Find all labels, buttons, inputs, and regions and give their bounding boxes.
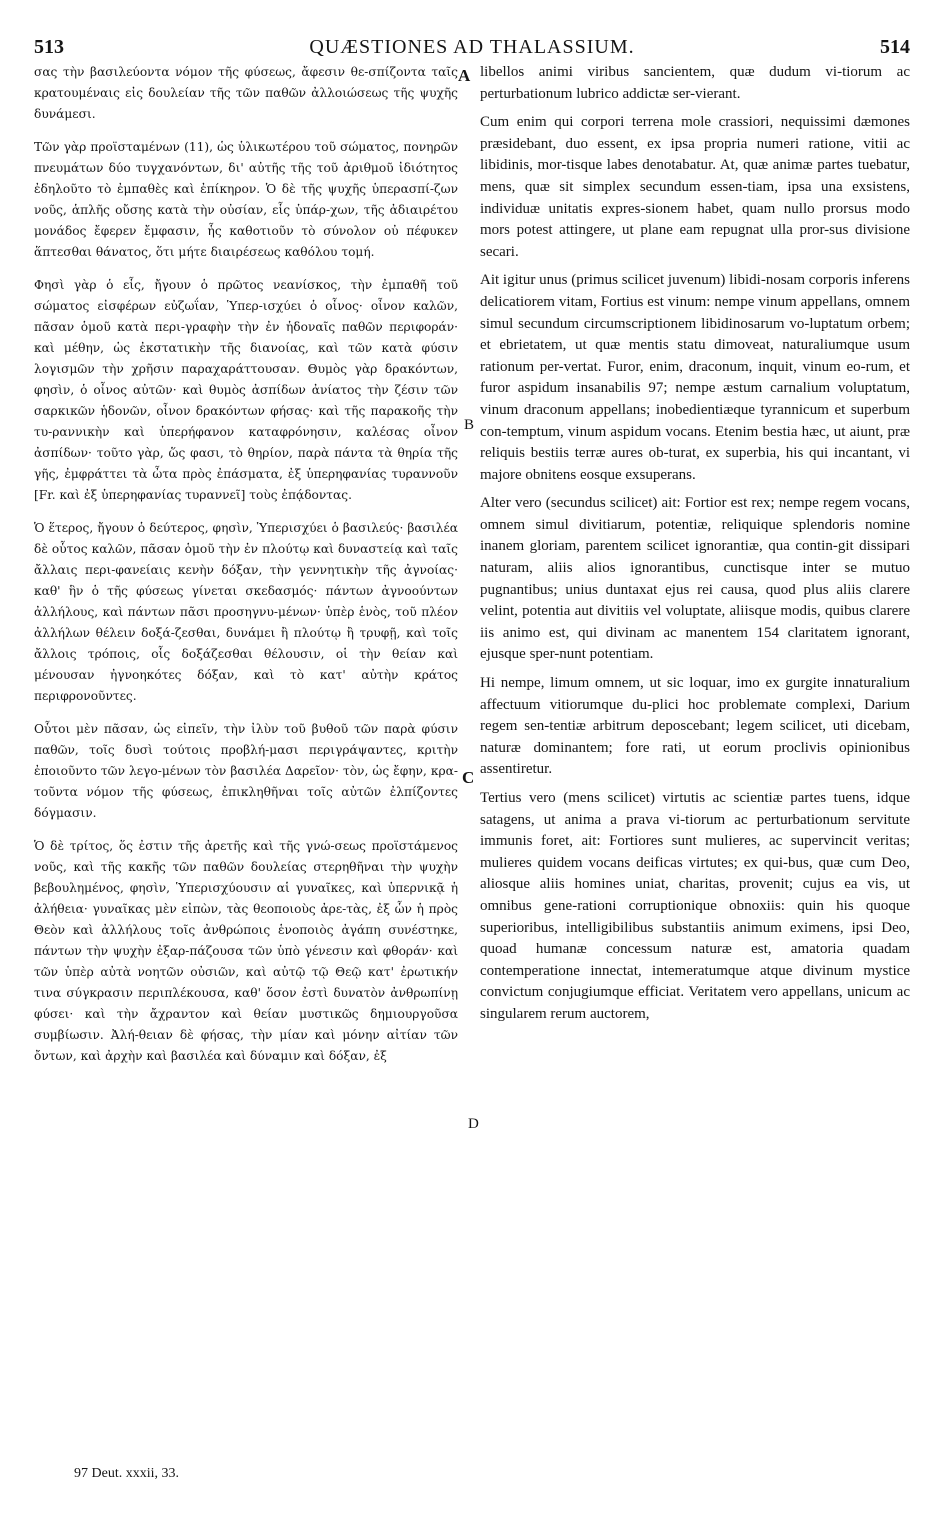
page-number-left: 513 [34,36,64,58]
margin-letter-a: A [458,66,471,85]
margin-letter-c: C [462,768,475,787]
margin-letter-d: D [468,1116,479,1132]
latin-column [480,62,910,1026]
latin-paragraph: Ait igitur unus (primus scilicet juvenum) libidi-nosam corporis inferens delicatiorem vitam, Fortius est vinum: nempe vinum appellans, omnem simul secundum circumscriptionem libidinosarum vo-luptatum orbem; et ebrietatem, ut quæ mentis statu dimoveat, naturaliumque usum rationum per-vertat. Furor, enim, draconum, inquit, vinum eo-rum, et furor aspidum insanabilis 97; nempe æstum carnalium voluptatum, vinum draconum appellans; inobedientiæque tyrannicum et superbum con-temptum, vinum aspidum vocans. Etenim bestia hæc, ut aiunt, præ reliquis bestiis terræ aures ob-turat, ex superbia, his qui incantant, vi majore obnitens eosque exsuperans. [480,272,910,483]
latin-paragraph: Tertius vero (mens scilicet) virtutis ac scientiæ partes tuens, idque satagens, ut anima a prava vi-tiorum ac perturbationum servitute immunis foret, ait: Fortiores sunt mulieres, ac supervincit veritas; mulieres quidem vocans deificas virtutes; ex qui-bus, quæ cum Deo, aliosque aliis homines uniat, charitas, provenit; cujus ea vis, ut omnibus gene-rationi corruptionique obnoxiis: quin his quoque superioribus, intelligibilibus substantiis animum eximens, ipsi Deo, quoad humanæ concessum naturæ est, amatoria quadam contemperatione innectat, intemeratumque atque divinum mystice convictum conjugiumque efficiat. Veritatem vero appellans, unicum ac singularem rerum auctorem, [480,790,910,1022]
running-title: QUÆSTIONES AD THALASSIUM. [309,36,635,58]
latin-paragraph: Alter vero (secundus scilicet) ait: Fortior est rex; nempe regem vocans, omnem simul divitiarum, potentiæ, reliquique splendoris nomine inanem gloriam, parentem scilicet ignorantiæ, qua contin-git dissipari naturam, aliis alios ignorantibus, cunctisque inter se mutuo pugnantibus; unius duntaxat ejus rei causa, quod plus aliis clarere velint, potentia aut divitiis vel voluptate, aliisque modis, quibus clarere iis animo est, qui divinam ac manentem 154 claritatem ignorant, ejusque sper-nunt potentiam. [480,495,910,663]
page-header [34,36,910,62]
greek-paragraph: Τῶν γὰρ προϊσταμένων (11), ὡς ὑλικωτέρου τοῦ σώματος, πονηρῶν πνευμάτων δύο τυγχανόντων, δι' αὐτῆς τῆς τοῦ ἀριθμοῦ ἰδιότητος ἐδηλοῦτο τὸ ἐμπαθὲς καὶ ἐπίκηρον. Ὁ δὲ τῆς ψυχῆς ὑπερασπί-ζων νοῦς, ἁπλῆς οὔσης κατὰ τὴν οὐσίαν, εἷς ὑπάρ-χων, τῆς ἀδιαιρέτου μονάδος ἔφερεν ἔμφασιν, ἧς καθοτιοῦν τὸ σύνολον οὐ πέφυκεν ἅπτεσθαι θάνατος, ὅτι μήτε διαιρέσεως καθόλου τομή. [34,140,458,259]
latin-paragraph: libellos animi viribus sancientem, quæ dudum vi-tiorum ac perturbationum lubrico addictæ ser-vierant. [480,64,910,102]
page-number-right: 514 [880,36,910,58]
latin-paragraph: Hi nempe, limum omnem, ut sic loquar, imo ex gurgite innaturalium affectuum vitiorumque du-plici hoc problemate complexi, Darium regem sen-tentiæ arbitrum deposcebant; legem scilicet, uti dicebam, naturæ dominantem; fore rati, ut eorum proclivis opinionibus assentiretur. [480,675,910,778]
latin-paragraph: Cum enim qui corpori terrena mole crassiori, nequissimi dæmones præsidebant, duo essent, ex ipsa propria numeri ratione, vitii ac libidinis, mor-tisque labes denotabatur. At, quæ animæ partes tuebatur, mens, quæ sit simplex secundum essen-tiam, ipsa una exsistens, individuæ unitatis expres-sionem habet, quam nullo prorsus modo mors potest attingere, ut plane eam repugnat ulla pror-sus divisione secari. [480,114,910,260]
greek-paragraph: Οὗτοι μὲν πᾶσαν, ὡς εἰπεῖν, τὴν ἰλὺν τοῦ βυθοῦ τῶν παρὰ φύσιν παθῶν, τοῖς δυσὶ τούτοις προβλή-μασι περιγράψαντες, κριτὴν ἐποιοῦντο τῶν λεγο-μένων τὸν βασιλέα Δαρεῖον· τὸν, ὡς ἔφην, κρα-τοῦντα νόμον τῆς φύσεως, ἐπικληθῆναι τοῖς αὐτῶν ἐλπίζοντες δόγμασιν. [34,722,458,820]
greek-paragraph: Ὁ ἕτερος, ἤγουν ὁ δεύτερος, φησὶν, Ὑπερισχύει ὁ βασιλεύς· βασιλέα δὲ οὗτος καλῶν, πᾶσαν ὁμοῦ τὴν ἐν πλούτῳ καὶ δυναστείᾳ καὶ ταῖς ἄλλαις περι-φανείαις κενὴν δόξαν, τὴν γεννητικὴν τῆς ἀγνοίας· καθ' ἣν ὁ τῆς φύσεως γίνεται σκεδασμός· πάντων ἀγνοούντων ἀλλήλους, καὶ πάντων πᾶσι προσηγνυ-μένων· ὑπὲρ ἑνὸς, τοῦ πλέον ἀλλήλων θέλειν δοξά-ζεσθαι, δυνάμει ἢ πλούτῳ ἢ τρυφῇ, καὶ τοῖς ἄλλοις τρόποις, οἷς δοξάζεσθαι θέλουσιν, οἱ τὴν θείαν καὶ μένουσαν ἠγνοηκότες δόξαν, καὶ τὸ κατ' αὐτὴν κράτος περιφρονοῦντες. [34,521,458,703]
greek-column [34,62,458,1067]
footnote: 97 Deut. xxxii, 33. [74,1466,179,1481]
greek-paragraph: σας τὴν βασιλεύοντα νόμον τῆς φύσεως, ἄφεσιν θε-σπίζοντα ταῖς κρατουμέναις εἰς δουλείαν τῆς τῶν παθῶν ἀλλοιώσεως τῆς ψυχῆς δυνάμεσι. [34,65,458,121]
margin-letter-b: B [464,417,475,433]
greek-paragraph: Ὁ δὲ τρίτος, ὅς ἐστιν τῆς ἀρετῆς καὶ τῆς γνώ-σεως προϊστάμενος νοῦς, καὶ τῆς κακῆς τῶν παθῶν δουλείας στερηθῆναι τὴν ψυχὴν βεβουλημένος, φησὶν, Ὑπερισχύουσιν αἱ γυναῖκες, καὶ ὑπερνικᾷ ἡ ἀλήθεια· γυναῖκας μὲν εἰπὼν, τὰς θεοποιοὺς ἀρε-τὰς, ἐξ ὧν ἡ πρὸς Θεὸν καὶ ἀλλήλους τοῖς ἀνθρώποις ἑνοποιὸς ἀγάπη συνέστηκε, πάντων τὴν ψυχὴν ἐξαρ-πάζουσα τῶν ὑπὸ γένεσιν καὶ φθοράν· καὶ τῶν ὑπὲρ αὐτὰ νοητῶν οὐσιῶν, καὶ αὐτῷ τῷ Θεῷ κατ' ἐρωτικήν τινα σύγκρασιν περιπλέκουσα, καθ' ὅσον ἐστὶ δυνατὸν ἀνθρωπίνῃ φύσει· καὶ τὴν ἄχραντον καὶ θείαν μυστικῶς δημιουργοῦσα συμβίωσιν. Ἀλή-θειαν δὲ φήσας, τὴν μίαν καὶ μόνην αἰτίαν τῶν ὄντων, καὶ ἀρχὴν καὶ βασιλέα καὶ δύναμιν καὶ δόξαν, ἐξ [34,839,458,1063]
greek-paragraph: Φησὶ γὰρ ὁ εἷς, ἤγουν ὁ πρῶτος νεανίσκος, τὴν ἐμπαθῆ τοῦ σώματος εἰσφέρων εὐζωΐαν, Ὑπερ-ισχύει ὁ οἶνος· οἶνον καλῶν, πᾶσαν ὁμοῦ κατὰ περι-γραφὴν τὴν ἐν ἡδοναῖς παθῶν περιφοράν· καὶ μέθην, ὡς ἐκστατικὴν τῆς διανοίας, καὶ τῶν κατὰ φύσιν λογισμῶν τὴν χρῆσιν παραχαράττουσαν. Θυμὸς γὰρ δρακόντων, φησὶν, ὁ οἶνος αὐτῶν· καὶ θυμὸς ἀσπίδων ἀνίατος τὴν ζέσιν τῶν σαρκικῶν ἡδονῶν, οἶνον δρακόντων φήσας· καὶ τῆς παρακοῆς τὴν τυ-ραννικὴν καὶ ὑπερήφανον καταφρόνησιν, καλέσας οἶνον ἀσπίδων· τοῦτο γὰρ, ὥς φασι, τὸ θηρίον, παρὰ πάντα τὰ θηρία τῆς γῆς, ἐμφράττει τὰ ὦτα πρὸς ἐπάσματα, ἐξ ὑπερηφανίας τυραννοῦν [Fr. καὶ ἐξ ὑπερηφανίας τυραννεῖ] τοὺς ἐπᾴδοντας. [34,278,458,502]
